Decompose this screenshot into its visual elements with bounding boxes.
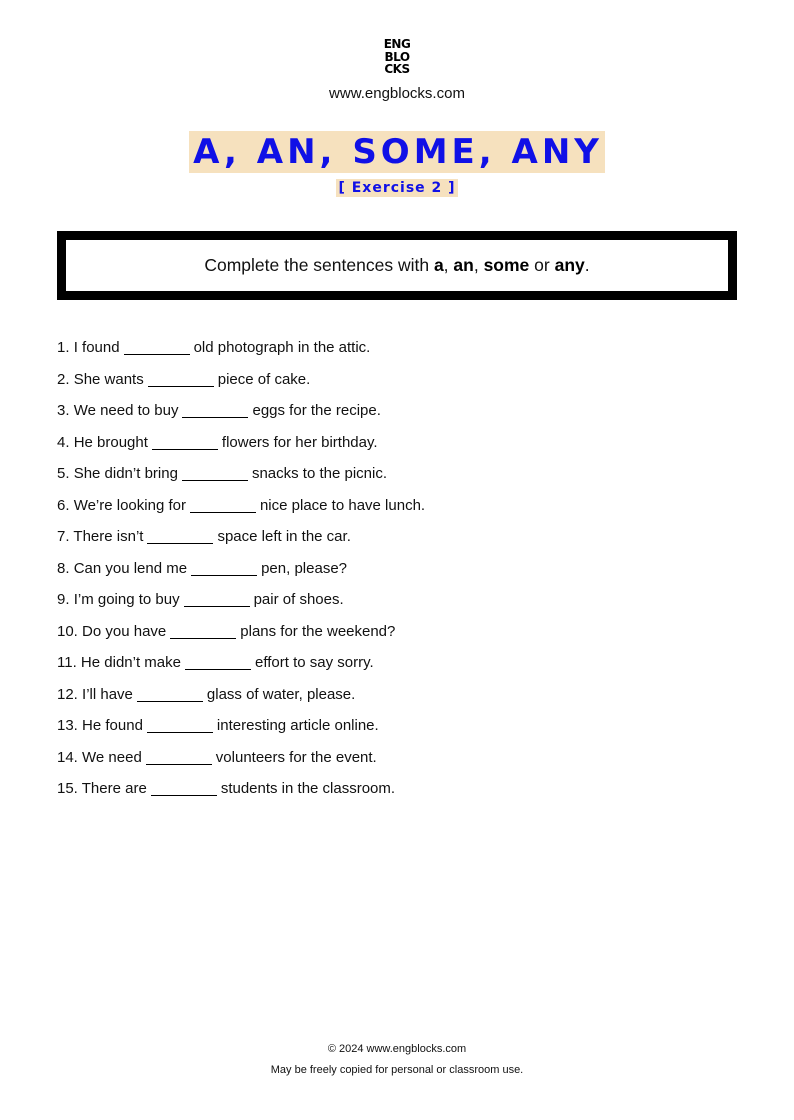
answer-blank[interactable] (182, 401, 248, 418)
question-item: 15. There are students in the classroom. (57, 780, 396, 797)
answer-blank[interactable] (124, 338, 190, 355)
question-item: 3. We need to buy eggs for the recipe. (57, 402, 381, 419)
option-any: any (554, 255, 585, 275)
option-a: a (433, 255, 444, 275)
logo-line: ENG (383, 37, 411, 51)
answer-blank[interactable] (147, 716, 213, 733)
answer-blank[interactable] (147, 527, 213, 544)
engblocks-logo (0, 38, 794, 76)
answer-blank[interactable] (146, 748, 212, 765)
question-item: 4. He brought flowers for her birthday. (57, 433, 378, 451)
question-item: 11. He didn’t make effort to say sorry. (57, 654, 374, 671)
question-item: 12. I’ll have glass of water, please. (57, 685, 356, 703)
option-an: an (453, 255, 474, 275)
answer-blank[interactable] (184, 590, 250, 607)
question-item: 6. We’re looking for nice place to have lunch. (57, 496, 426, 514)
answer-blank[interactable] (151, 779, 217, 796)
logo-line: CKS (384, 62, 410, 76)
copyright-notice: © 2024 www.engblocks.com (327, 1043, 467, 1055)
question-item: 8. Can you lend me pen, please? (57, 559, 347, 577)
question-item: 5. She didn’t bring snacks to the picnic. (57, 465, 388, 482)
instructions-box (57, 231, 737, 300)
question-item: 1. I found old photograph in the attic. (57, 339, 371, 356)
answer-blank[interactable] (190, 496, 256, 513)
logo-line: BLO (384, 49, 410, 64)
answer-blank[interactable] (191, 559, 257, 576)
answer-blank[interactable] (137, 685, 203, 702)
instructions-text: Complete the sentences with a, an, some or any. (204, 255, 590, 275)
license-notice: May be freely copied for personal or classroom use. (270, 1064, 524, 1076)
answer-blank[interactable] (182, 464, 248, 481)
question-list (57, 338, 737, 811)
answer-blank[interactable] (152, 433, 218, 450)
site-url: www.engblocks.com (329, 85, 465, 102)
answer-blank[interactable] (148, 370, 214, 387)
answer-blank[interactable] (170, 622, 236, 639)
question-item: 10. Do you have plans for the weekend? (57, 622, 396, 640)
question-item: 9. I’m going to buy pair of shoes. (57, 591, 344, 608)
question-item: 14. We need volunteers for the event. (57, 748, 377, 766)
question-item: 2. She wants piece of cake. (57, 370, 311, 388)
exercise-label: [ Exercise 2 ] (338, 180, 456, 196)
question-item: 7. There isn’t space left in the car. (57, 528, 351, 545)
worksheet-title: A, AN, SOME, ANY (189, 131, 605, 173)
option-some: some (483, 255, 530, 275)
question-item: 13. He found interesting article online. (57, 717, 379, 734)
answer-blank[interactable] (185, 653, 251, 670)
